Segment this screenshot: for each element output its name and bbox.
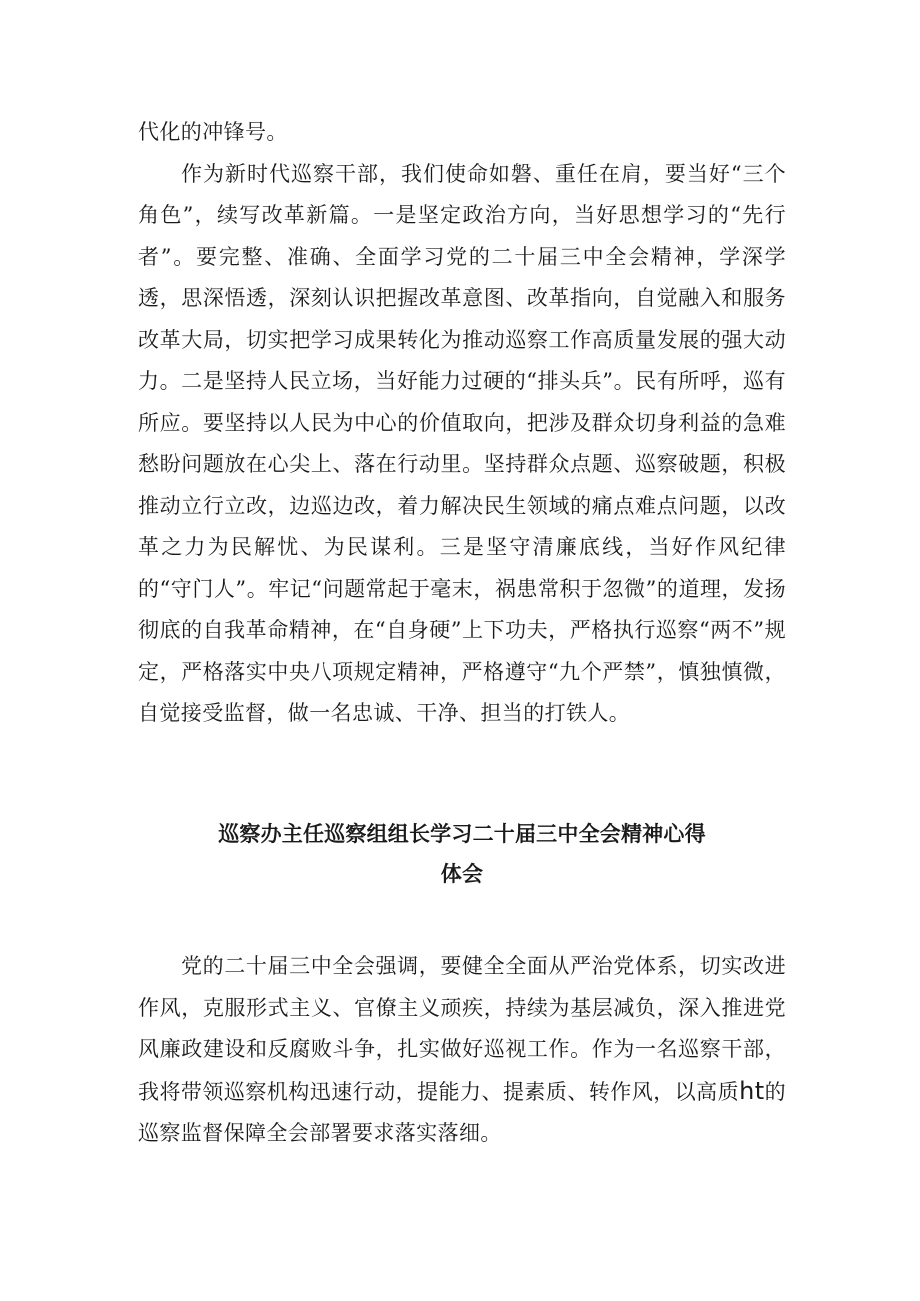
section-heading: [138, 814, 786, 894]
paragraph-intro-text: 党的二十届三中全会强调，要健全全面从严治党体系，切实改进作风，克服形式主义、官僚主义顽疾，持续为基层减负，深入推进党风廉政建设和反腐败斗争，扎实做好巡视工作。作为一名巡察干部，我将带领巡察机构迅速行动，提能力、提素质、转作风，以高质: [138, 954, 786, 1104]
heading-line-2: 体会: [440, 862, 484, 886]
document-body: [138, 112, 786, 735]
paragraph-intro: [138, 946, 786, 1155]
paragraph-intro-glyph: ht: [739, 1076, 765, 1105]
heading-line-1: 巡察办主任巡察组组长学习二十届三中全会精神心得: [218, 822, 706, 846]
paragraph-roles: 作为新时代巡察干部，我们使命如磐、重任在肩，要当好“三个角色”，续写改革新篇。一是坚定政治方向，当好思想学习的“先行者”。要完整、准确、全面学习党的二十届三中全会精神，学深学透，思深悟透，深刻认识把握改革意图、改革指向，自觉融入和服务改革大局，切实把学习成果转化为推动巡察工作高质量发展的强大动力。二是坚持人民立场，当好能力过硬的“排头兵”。民有所呼，巡有所应。要坚持以人民为中心的价值取向，把涉及群众切身利益的急难愁盼问题放在心尖上、落在行动里。坚持群众点题、巡察破题，积极推动立行立改，边巡边改，着力解决民生领域的痛点难点问题，以改革之力为民解忧、为民谋利。三是坚守清廉底线，当好作风纪律的“守门人”。牢记“问题常起于毫末，祸患常积于忽微”的道理，发扬彻底的自我革命精神，在“自身硬”上下功夫，严格执行巡察“两不”规定，严格落实中央八项规定精神，严格遵守“九个严禁”，慎独慎微，自觉接受监督，做一名忠诚、干净、担当的打铁人。: [138, 161, 786, 725]
section-body: [138, 946, 786, 1155]
paragraph-intro-tail: 的巡察监督保障全会部署要求落实落细。: [138, 1079, 786, 1145]
carry-over-line: 代化的冲锋号。: [138, 120, 288, 144]
